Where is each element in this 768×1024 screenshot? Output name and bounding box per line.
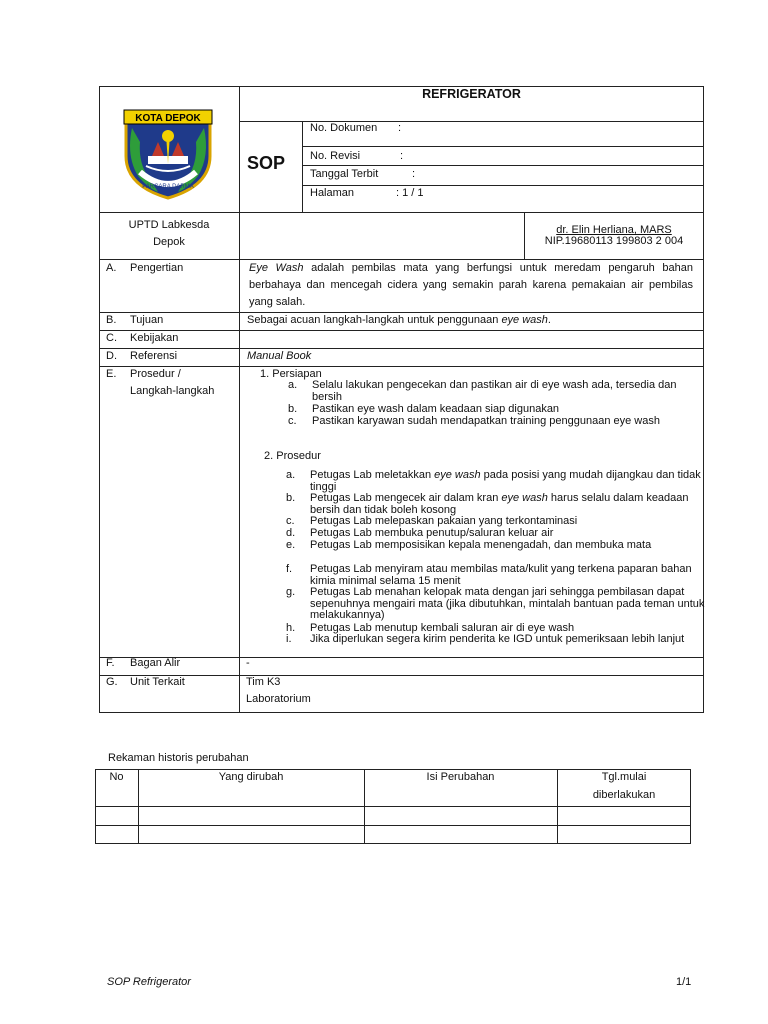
field-tanggal-terbit-value: :	[412, 168, 416, 180]
history-header-no: No	[109, 771, 124, 783]
section-b-label: Tujuan	[130, 314, 164, 326]
section-g-letter: G.	[106, 676, 118, 688]
field-no-dokumen-value: :	[398, 122, 402, 134]
history-caption: Rekaman historis perubahan	[108, 752, 249, 764]
unit-terkait-text-2: Laboratorium	[246, 693, 311, 705]
unit-name-line2: Depok	[153, 236, 185, 248]
field-halaman-label: Halaman	[310, 187, 355, 199]
signer-nip: NIP.19680113 199803 2 004	[544, 235, 684, 247]
signer-name: dr. Elin Herliana, MARS	[556, 224, 672, 236]
section-d-label: Referensi	[130, 350, 178, 362]
document-title: REFRIGERATOR	[422, 87, 521, 101]
history-header-yang-dirubah: Yang dirubah	[218, 771, 284, 783]
history-header-isi-perubahan: Isi Perubahan	[426, 771, 495, 783]
svg-text:PARCARA DARMA: PARCARA DARMA	[142, 184, 194, 190]
section-e-letter: E.	[106, 368, 117, 380]
field-no-dokumen-label: No. Dokumen	[310, 122, 378, 134]
field-no-revisi-value: :	[400, 150, 404, 162]
section-f-letter: F.	[106, 657, 115, 669]
history-header-tgl-mulai: Tgl.mulai	[601, 771, 647, 783]
section-c-label: Kebijakan	[130, 332, 179, 344]
pengertian-term: Eye Wash	[249, 262, 304, 274]
bagan-alir-text: -	[246, 657, 250, 669]
history-header-diberlakukan: diberlakukan	[592, 789, 656, 801]
section-e-label-line2: Langkah-langkah	[130, 385, 215, 397]
field-no-revisi-label: No. Revisi	[310, 150, 361, 162]
unit-terkait-text-1: Tim K3	[246, 676, 281, 688]
section-f-label: Bagan Alir	[130, 657, 181, 669]
footer-title: SOP Refrigerator	[107, 976, 191, 988]
section-a-letter: A.	[106, 262, 117, 274]
referensi-text: Manual Book	[247, 350, 312, 362]
section-a-label: Pengertian	[130, 262, 184, 274]
footer-page-number: 1/1	[676, 976, 692, 988]
pengertian-body: adalah pembilas mata yang berfungsi untuk meredam pengaruh bahan berbahaya dan mencegah cidera yang semakin parah karena pemakaian air pembilas yang salah.	[249, 262, 693, 308]
section-g-label: Unit Terkait	[130, 676, 185, 688]
persiapan-title: 1. Persiapan	[260, 368, 322, 380]
section-e-label: Prosedur /	[130, 368, 181, 380]
prosedur-title: 2. Prosedur	[264, 450, 321, 462]
section-c-letter: C.	[106, 332, 117, 344]
kota-depok-logo	[118, 106, 218, 202]
field-halaman-value: : 1 / 1	[396, 187, 424, 199]
field-tanggal-terbit-label: Tanggal Terbit	[310, 168, 379, 180]
svg-text:KOTA DEPOK: KOTA DEPOK	[135, 113, 201, 124]
section-d-letter: D.	[106, 350, 117, 362]
sop-label: SOP	[247, 153, 286, 173]
unit-name-line1: UPTD Labkesda	[128, 219, 210, 231]
section-b-letter: B.	[106, 314, 117, 326]
pengertian-text	[249, 260, 693, 311]
tujuan-text: Sebagai acuan langkah-langkah untuk penggunaan eye wash.	[247, 314, 551, 326]
